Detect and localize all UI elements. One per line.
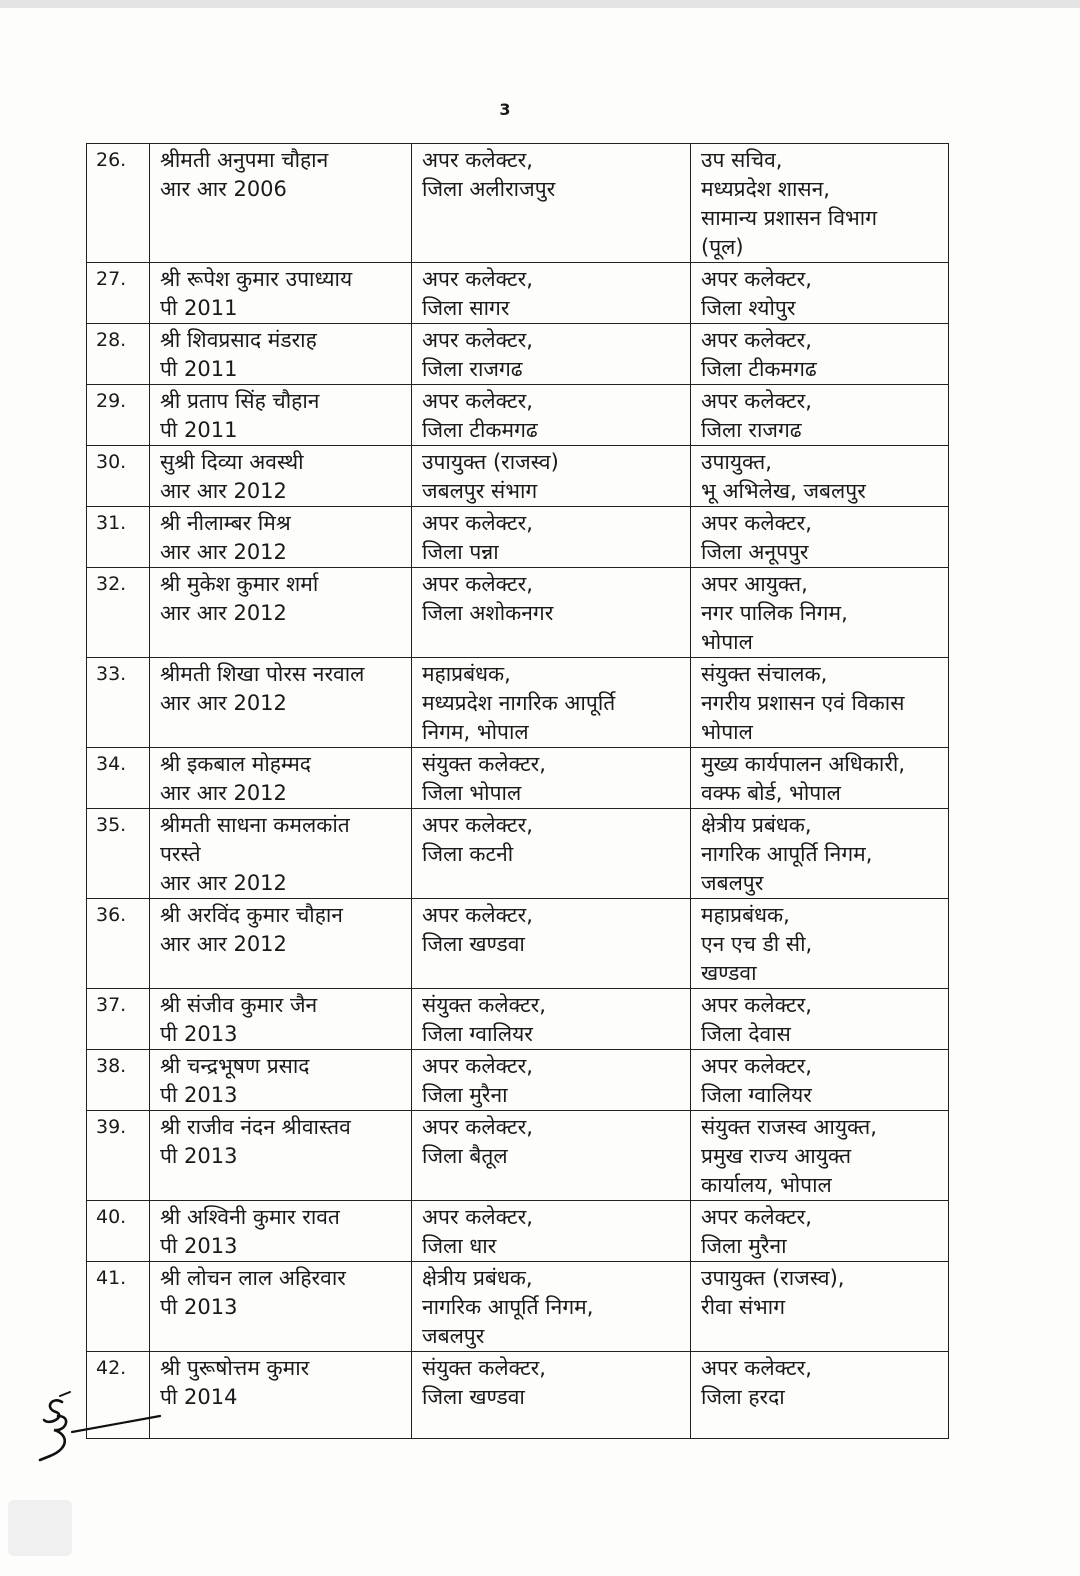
new-post-cell (691, 899, 949, 989)
officer-name-cell (150, 1262, 412, 1352)
new-post-line: जिला हरदा (701, 1385, 785, 1409)
serial-number: 42. (87, 1352, 150, 1439)
serial-number: 32. (87, 568, 150, 658)
transfer-table (86, 143, 949, 1439)
officer-name-line: परस्ते (160, 842, 201, 866)
new-post-line: रीवा संभाग (701, 1295, 786, 1319)
table-row (87, 1262, 949, 1352)
new-post-line: अपर कलेक्टर, (701, 1205, 812, 1229)
new-post-line: अपर कलेक्टर, (701, 267, 812, 291)
current-post-line: क्षेत्रीय प्रबंधक, (422, 1266, 533, 1290)
new-post-cell (691, 446, 949, 507)
current-post-line: जिला मुरैना (422, 1083, 508, 1107)
current-post-cell (412, 263, 691, 324)
current-post-line: अपर कलेक्टर, (422, 148, 533, 172)
current-post-line: अपर कलेक्टर, (422, 903, 533, 927)
table-row (87, 1050, 949, 1111)
new-post-line: उपायुक्त (राजस्व), (701, 1266, 845, 1290)
officer-name-line: पी 2011 (160, 418, 238, 442)
new-post-line: अपर कलेक्टर, (701, 1356, 812, 1380)
new-post-cell (691, 1352, 949, 1439)
officer-name-line: श्री पुरूषोत्तम कुमार (160, 1356, 310, 1380)
new-post-line: जिला राजगढ (701, 418, 802, 442)
table-row (87, 324, 949, 385)
current-post-cell (412, 1262, 691, 1352)
current-post-line: अपर कलेक्टर, (422, 1205, 533, 1229)
officer-name-line: श्री राजीव नंदन श्रीवास्तव (160, 1115, 351, 1139)
current-post-cell (412, 324, 691, 385)
serial-number: 27. (87, 263, 150, 324)
officer-name-line: श्री अश्विनी कुमार रावत (160, 1205, 340, 1229)
new-post-line: एन एच डी सी, (701, 932, 813, 956)
new-post-line: महाप्रबंधक, (701, 903, 790, 927)
new-post-line: जबलपुर (701, 871, 764, 895)
current-post-line: जिला बैतूल (422, 1144, 508, 1168)
serial-number: 40. (87, 1201, 150, 1262)
new-post-line: जिला टीकमगढ (701, 357, 817, 381)
table-row (87, 568, 949, 658)
serial-number: 35. (87, 809, 150, 899)
officer-name-line: आर आर 2012 (160, 691, 287, 715)
officer-name-line: पी 2013 (160, 1083, 238, 1107)
officer-name-line: श्री लोचन लाल अहिरवार (160, 1266, 346, 1290)
current-post-line: अपर कलेक्टर, (422, 1115, 533, 1139)
officer-name-line: पी 2011 (160, 296, 238, 320)
officer-name-line: सुश्री दिव्या अवस्थी (160, 450, 304, 474)
officer-name-cell (150, 658, 412, 748)
officer-name-cell (150, 989, 412, 1050)
current-post-cell (412, 809, 691, 899)
officer-name-line: श्री मुकेश कुमार शर्मा (160, 572, 319, 596)
officer-name-line: आर आर 2012 (160, 781, 287, 805)
new-post-line: क्षेत्रीय प्रबंधक, (701, 813, 812, 837)
officer-name-line: श्री चन्द्रभूषण प्रसाद (160, 1054, 310, 1078)
new-post-cell (691, 748, 949, 809)
new-post-line: खण्डवा (701, 961, 757, 985)
current-post-line: अपर कलेक्टर, (422, 511, 533, 535)
serial-number: 29. (87, 385, 150, 446)
new-post-line: अपर कलेक्टर, (701, 511, 812, 535)
officer-name-line: श्रीमती शिखा पोरस नरवाल (160, 662, 365, 686)
current-post-cell (412, 1050, 691, 1111)
new-post-cell (691, 1050, 949, 1111)
new-post-cell (691, 989, 949, 1050)
new-post-line: जिला मुरैना (701, 1234, 787, 1258)
new-post-cell (691, 385, 949, 446)
officer-name-line: पी 2013 (160, 1295, 238, 1319)
new-post-line: कार्यालय, भोपाल (701, 1173, 832, 1197)
new-post-line: मध्यप्रदेश शासन, (701, 177, 830, 201)
officer-name-line: पी 2011 (160, 357, 238, 381)
new-post-cell (691, 507, 949, 568)
serial-number: 30. (87, 446, 150, 507)
new-post-line: नगर पालिक निगम, (701, 601, 848, 625)
current-post-line: जिला भोपाल (422, 781, 522, 805)
new-post-line: भोपाल (701, 630, 753, 654)
officer-name-line: आर आर 2012 (160, 932, 287, 956)
current-post-line: जिला पन्ना (422, 540, 499, 564)
scan-edge (0, 0, 1080, 8)
current-post-line: संयुक्त कलेक्टर, (422, 752, 546, 776)
current-post-cell (412, 989, 691, 1050)
table-row (87, 263, 949, 324)
current-post-line: जिला सागर (422, 296, 510, 320)
table-row (87, 1352, 949, 1439)
officer-name-line: श्री प्रताप सिंह चौहान (160, 389, 320, 413)
officer-name-cell (150, 263, 412, 324)
current-post-line: नागरिक आपूर्ति निगम, (422, 1295, 594, 1319)
new-post-line: अपर कलेक्टर, (701, 328, 812, 352)
table-row (87, 1111, 949, 1201)
officer-name-cell (150, 446, 412, 507)
officer-name-line: पी 2013 (160, 1022, 238, 1046)
new-post-line: प्रमुख राज्य आयुक्त (701, 1144, 852, 1168)
current-post-line: मध्यप्रदेश नागरिक आपूर्ति (422, 691, 616, 715)
table-row (87, 809, 949, 899)
officer-name-line: पी 2013 (160, 1234, 238, 1258)
page-number: 3 (499, 100, 511, 119)
current-post-line: जिला ग्वालियर (422, 1022, 533, 1046)
table-row (87, 1201, 949, 1262)
new-post-line: वक्फ बोर्ड, भोपाल (701, 781, 841, 805)
officer-name-line: श्री शिवप्रसाद मंडराह (160, 328, 317, 352)
current-post-cell (412, 144, 691, 263)
current-post-cell (412, 1111, 691, 1201)
current-post-cell (412, 1352, 691, 1439)
table-row (87, 989, 949, 1050)
new-post-line: उपायुक्त, (701, 450, 772, 474)
officer-name-cell (150, 1111, 412, 1201)
current-post-line: अपर कलेक्टर, (422, 813, 533, 837)
signature-icon (36, 1386, 166, 1466)
table-row (87, 658, 949, 748)
serial-number: 33. (87, 658, 150, 748)
current-post-line: जबलपुर संभाग (422, 479, 538, 503)
officer-name-cell (150, 144, 412, 263)
current-post-line: जिला खण्डवा (422, 1385, 525, 1409)
officer-name-line: श्री रूपेश कुमार उपाध्याय (160, 267, 353, 291)
serial-number: 38. (87, 1050, 150, 1111)
current-post-line: जिला धार (422, 1234, 497, 1258)
officer-name-cell (150, 809, 412, 899)
officer-name-line: आर आर 2012 (160, 871, 287, 895)
new-post-line: अपर कलेक्टर, (701, 1054, 812, 1078)
officer-name-line: श्री संजीव कुमार जैन (160, 993, 318, 1017)
current-post-cell (412, 658, 691, 748)
officer-name-line: श्रीमती अनुपमा चौहान (160, 148, 329, 172)
current-post-line: अपर कलेक्टर, (422, 267, 533, 291)
current-post-line: अपर कलेक्टर, (422, 389, 533, 413)
new-post-line: भू अभिलेख, जबलपुर (701, 479, 866, 503)
current-post-line: अपर कलेक्टर, (422, 328, 533, 352)
current-post-cell (412, 568, 691, 658)
scan-corner-artifact (8, 1500, 72, 1556)
serial-number: 26. (87, 144, 150, 263)
serial-number: 34. (87, 748, 150, 809)
serial-number: 37. (87, 989, 150, 1050)
new-post-line: अपर आयुक्त, (701, 572, 808, 596)
current-post-line: उपायुक्त (राजस्व) (422, 450, 559, 474)
table-row (87, 446, 949, 507)
officer-name-line: श्री नीलाम्बर मिश्र (160, 511, 291, 535)
current-post-cell (412, 1201, 691, 1262)
new-post-line: संयुक्त राजस्व आयुक्त, (701, 1115, 877, 1139)
officer-name-line: श्री इकबाल मोहम्मद (160, 752, 311, 776)
new-post-cell (691, 1262, 949, 1352)
officer-name-cell (150, 385, 412, 446)
new-post-line: नागरिक आपूर्ति निगम, (701, 842, 873, 866)
officer-name-line: आर आर 2012 (160, 540, 287, 564)
serial-number: 36. (87, 899, 150, 989)
officer-name-line: पी 2013 (160, 1144, 238, 1168)
new-post-cell (691, 263, 949, 324)
new-post-cell (691, 1111, 949, 1201)
new-post-line: जिला ग्वालियर (701, 1083, 812, 1107)
current-post-line: महाप्रबंधक, (422, 662, 511, 686)
officer-name-line: श्रीमती साधना कमलकांत (160, 813, 350, 837)
current-post-line: जिला टीकमगढ (422, 418, 538, 442)
current-post-cell (412, 446, 691, 507)
new-post-line: उप सचिव, (701, 148, 783, 172)
transfer-table-body (87, 144, 949, 1439)
new-post-cell (691, 1201, 949, 1262)
new-post-cell (691, 658, 949, 748)
officer-name-cell (150, 748, 412, 809)
current-post-cell (412, 385, 691, 446)
new-post-line: जिला देवास (701, 1022, 791, 1046)
officer-name-line: आर आर 2012 (160, 479, 287, 503)
new-post-cell (691, 809, 949, 899)
current-post-line: अपर कलेक्टर, (422, 572, 533, 596)
new-post-line: अपर कलेक्टर, (701, 993, 812, 1017)
serial-number: 41. (87, 1262, 150, 1352)
current-post-cell (412, 507, 691, 568)
new-post-line: जिला अनूपपुर (701, 540, 809, 564)
new-post-line: मुख्य कार्यपालन अधिकारी, (701, 752, 906, 776)
table-row (87, 144, 949, 263)
officer-name-line: पी 2014 (160, 1385, 238, 1409)
new-post-line: (पूल) (701, 235, 744, 259)
officer-name-line: श्री अरविंद कुमार चौहान (160, 903, 343, 927)
current-post-line: जिला राजगढ (422, 357, 523, 381)
officer-name-line: आर आर 2012 (160, 601, 287, 625)
current-post-line: संयुक्त कलेक्टर, (422, 993, 546, 1017)
current-post-line: जिला खण्डवा (422, 932, 525, 956)
table-row (87, 748, 949, 809)
current-post-line: संयुक्त कलेक्टर, (422, 1356, 546, 1380)
current-post-line: अपर कलेक्टर, (422, 1054, 533, 1078)
new-post-line: जिला श्योपुर (701, 296, 796, 320)
current-post-line: निगम, भोपाल (422, 720, 529, 744)
table-row (87, 899, 949, 989)
serial-number: 28. (87, 324, 150, 385)
new-post-cell (691, 568, 949, 658)
officer-name-line: आर आर 2006 (160, 177, 287, 201)
table-row (87, 507, 949, 568)
new-post-line: अपर कलेक्टर, (701, 389, 812, 413)
serial-number: 31. (87, 507, 150, 568)
new-post-line: भोपाल (701, 720, 753, 744)
new-post-cell (691, 144, 949, 263)
new-post-line: नगरीय प्रशासन एवं विकास (701, 691, 905, 715)
officer-name-cell (150, 507, 412, 568)
current-post-line: जिला कटनी (422, 842, 514, 866)
officer-name-cell (150, 1352, 412, 1439)
current-post-cell (412, 748, 691, 809)
officer-name-cell (150, 899, 412, 989)
current-post-line: जिला अलीराजपुर (422, 177, 556, 201)
officer-name-cell (150, 568, 412, 658)
table-row (87, 385, 949, 446)
current-post-line: जिला अशोकनगर (422, 601, 554, 625)
current-post-cell (412, 899, 691, 989)
officer-name-cell (150, 1050, 412, 1111)
serial-number: 39. (87, 1111, 150, 1201)
new-post-line: सामान्य प्रशासन विभाग (701, 206, 878, 230)
current-post-line: जबलपुर (422, 1324, 485, 1348)
new-post-line: संयुक्त संचालक, (701, 662, 828, 686)
officer-name-cell (150, 1201, 412, 1262)
officer-name-cell (150, 324, 412, 385)
new-post-cell (691, 324, 949, 385)
